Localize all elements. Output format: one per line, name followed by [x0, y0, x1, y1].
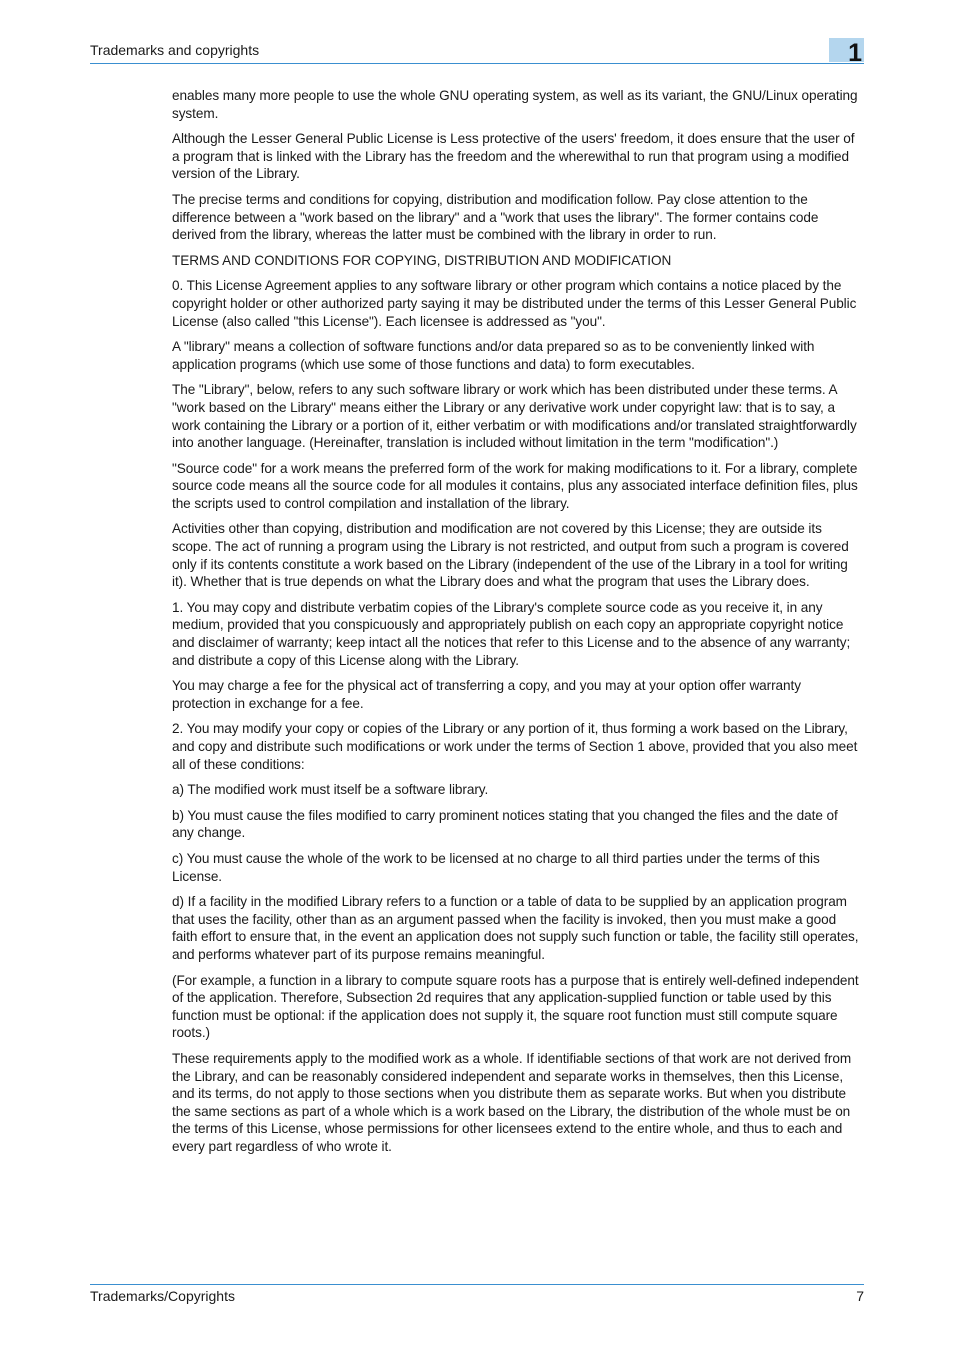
header-title: Trademarks and copyrights [90, 42, 260, 58]
list-item: c) You must cause the whole of the work to be licensed at no charge to all third parties under the terms of this License. [172, 850, 820, 884]
page-footer [90, 1284, 864, 1304]
page-header [90, 38, 864, 67]
paragraph: "Source code" for a work means the preferred form of the work for making modifications to it. For a library, complete source code means all the source code for all modules it contains, plus any associated interface definition files, plus the scripts used to control compilation and installation of the library. [172, 460, 858, 511]
page-number: 7 [856, 1288, 864, 1304]
footer-title: Trademarks/Copyrights [90, 1288, 235, 1304]
paragraph: enables many more people to use the whole GNU operating system, as well as its variant, the GNU/Linux operating system. [172, 88, 858, 121]
chapter-badge [829, 38, 864, 67]
paragraph: (For example, a function in a library to compute square roots has a purpose that is entirely well-defined independent of the application. Therefore, Subsection 2d requires that any application-supplied function or table used by this function must be optional: if the application does not supply it, the square root function must still compute square roots.) [172, 972, 859, 1041]
section-heading: TERMS AND CONDITIONS FOR COPYING, DISTRIBUTION AND MODIFICATION [172, 252, 672, 268]
paragraph: A "library" means a collection of software functions and/or data prepared so as to be conveniently linked with application programs (which use some of those functions and data) to form executables. [172, 339, 815, 372]
paragraph: Activities other than copying, distribution and modification are not covered by this License; they are outside its scope. The act of running a program using the Library is not restricted, and output from such a program is covered only if its contents constitute a work based on the Library (independent of the use of the Library in a tool for writing it). Whether that is true depends on what the Library does and what the program that uses the Library does. [172, 521, 849, 590]
body-text [172, 87, 863, 1163]
paragraph: The precise terms and conditions for copying, distribution and modification follow. Pay close attention to the difference between a "work based on the library" and a "work that uses the library". The former contains code derived from the library, whereas the latter must be combined with the library in order to run. [172, 191, 819, 243]
paragraph: 2. You may modify your copy or copies of the Library or any portion of it, thus forming a work based on the Library, and copy and distribute such modifications or work under the terms of Section 1 above, provided that you also meet all of these conditions: [172, 721, 858, 772]
list-item: a) The modified work must itself be a software library. [172, 782, 489, 798]
paragraph: Although the Lesser General Public License is Less protective of the users' freedom, it does ensure that the user of a program that is linked with the Library has the freedom and the wherewithal to run that program using a modified version of the Library. [172, 131, 855, 182]
chapter-number: 1 [848, 39, 862, 67]
list-item: b) You must cause the files modified to carry prominent notices stating that you changed the files and the date of any change. [172, 807, 838, 841]
list-item: d) If a facility in the modified Library refers to a function or a table of data to be supplied by an application program that uses the facility, other than as an argument passed when the facility is invoked, then you must make a good faith effort to ensure that, in the event an application does not supply such function or table, the facility still operates, and performs whatever part of its purpose remains meaningful. [172, 894, 859, 962]
paragraph: These requirements apply to the modified work as a whole. If identifiable sections of that work are not derived from the Library, and can be reasonably considered independent and separate works in themselves, then this License, and its terms, do not apply to those sections when you distribute them as separate works. But when you distribute the same sections as part of a whole which is a work based on the Library, the distribution of the whole must be on the terms of this License, whose permissions for other licensees extend to the entire whole, and thus to each and every part regardless of who wrote it. [172, 1050, 852, 1154]
paragraph: 0. This License Agreement applies to any software library or other program which contains a notice placed by the copyright holder or other authorized party saying it may be distributed under the terms of this Lesser General Public License (also called "this License"). Each licensee is addressed as "you". [172, 278, 857, 329]
paragraph: You may charge a fee for the physical act of transferring a copy, and you may at your option offer warranty protection in exchange for a fee. [172, 678, 801, 711]
paragraph: 1. You may copy and distribute verbatim copies of the Library's complete source code as you receive it, in any medium, provided that you conspicuously and appropriately publish on each copy an appropriate copyright notice and disclaimer of warranty; keep intact all the notices that refer to this License and to the absence of any warranty; and distribute a copy of this License along with the Library. [172, 599, 851, 668]
paragraph: The "Library", below, refers to any such software library or work which has been distributed under these terms. A "work based on the Library" means either the Library or any derivative work under copyright law: that is to say, a work containing the Library or a portion of it, either verbatim or with modifications and/or translated straightforwardly into another language. (Hereinafter, translation is included without limitation in the term "modification".) [172, 382, 857, 451]
